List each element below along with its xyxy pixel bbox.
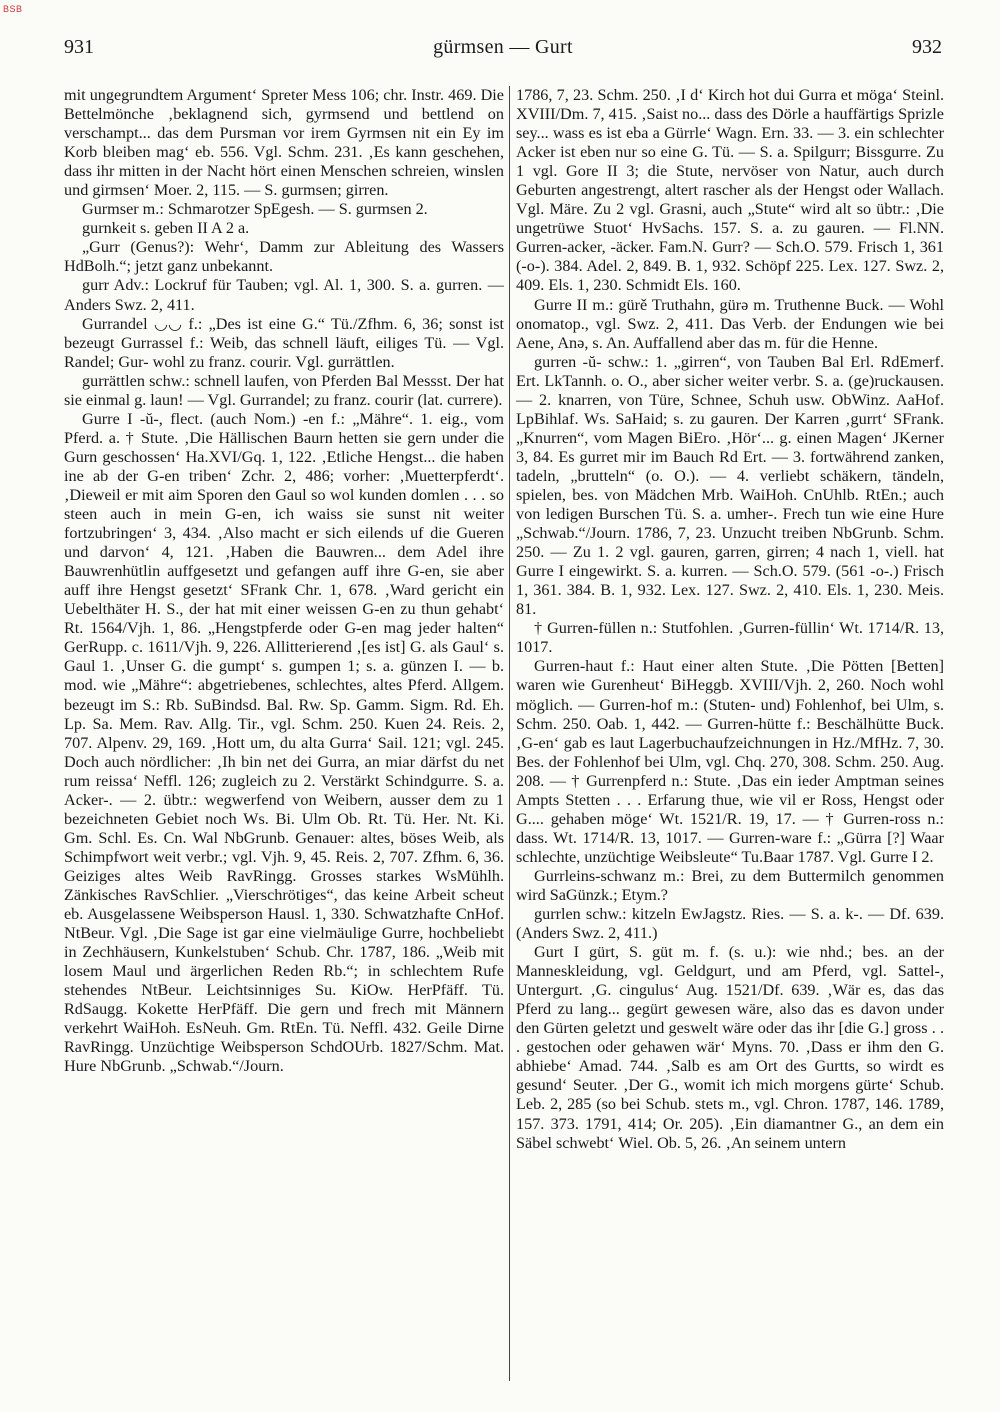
entry-gurrattlen: gurrättlen schw.: schnell laufen, von Pferden Bal Messst. Der hat sie einmal g. laun! — Vgl. Gurrandel; zu franz. courir (lat. currere). (64, 371, 504, 409)
entry-gurmser: Gurmser m.: Schmarotzer SpEgesh. — S. gurmsen 2. (82, 200, 428, 219)
left-column (64, 86, 504, 1386)
entry-gurr-genus: „Gurr (Genus?): Wehr‘, Damm zur Ableitung des Wassers HdBolh.“; jetzt ganz unbekannt. (64, 238, 504, 276)
running-head: gürmsen — Gurt (433, 36, 573, 58)
entry-gurren-haut: Gurren-haut f.: Haut einer alten Stute. ‚Die Pötten [Betten] waren wie Gurenheut‘ BiHeggb. XVIII/Vjh. 2, 260. Noch wohl möglich. — Gurren-hof m.: (Stuten- und) Fohlenhof, bei Ulm, s. Schm. 250. Oab. 1, 442. — Gurren-hütte f.: Beschälhütte Buck. ‚G-en‘ gab es laut Lagerbuchaufzeichnungen in Hz./MfHz. 7, 30. Bes. der Fohlenhof bei Ulm, vgl. Chq. 270, 308. Schm. 250. Aug. 208. — † Gurrenpferd n.: Stute. ‚Das ein ieder Amptman seines Ampts Stetten . . . Erfarung thue, wie vil er Ross, Hengst oder G.... gehaben möge‘ Wt. 1521/R. 19, 17. — † Gurren-ross n.: dass. Wt. 1714/R. 13, 1017. — Gurren-ware f.: „Gürra [?] Waar schlechte, unzüchtige Weibsleute“ Tu.Baar 1787. Vgl. Gurre I 2. (516, 657, 944, 866)
entry-gurre-ii: Gurre II m.: gürě Truthahn, gürə m. Truthenne Buck. — Wohl onomatop., vgl. Swz. 2, 411. Das Verb. der Endungen wie bei Aene, Anə, s. An. Auffallend aber das m. für die Henne. (516, 295, 944, 352)
entry-gurt-i: Gurt I gürt, S. güt m. f. (s. u.): wie nhd.; bes. an der Manneskleidung, vgl. Geldgurt, und am Pferd, vgl. Sattel-, Untergurt. ‚G. cingulus‘ Aug. 1521/Df. 639. ‚Wär es, das das Pferd zu lang... gegürt gewesen wäre, also das es davon under den Gürten geletzt und geswelt wäre oder das ihr [die G.] gross . . . gestochen oder gehawen wär‘ Myns. 70. ‚Dass er ihm den G. abhiebe‘ Amad. 744. ‚Salb es am Ort des Gurtts, so wirdt es gesund‘ Seuter. ‚Der G., womit ich mich morgens gürte‘ Schub. Leb. 2, 285 (so bei Schub. stets m., vgl. Chron. 1787, 146. 1789, 157. 373. 1791, 414; Or. 205). ‚Ein diamantner G., an dem ein Säbel schwebt‘ Wiel. Ob. 5, 26. ‚An seinem untern (516, 943, 944, 1152)
entry-gurr-adv: gurr Adv.: Lockruf für Tauben; vgl. Al. 1, 300. S. a. gurren. — Anders Swz. 2, 411. (64, 276, 504, 314)
entry-gurren: gurren -ŭ- schw.: 1. „girren“, von Tauben Bal Erl. RdEmerf. Ert. LkTannh. o. O., aber sicher weiter verbr. S. a. (ge)ruckausen. — 2. knarren, von Türe, Schnee, Schuh usw. ObWinz. AaHof. LpBihlaf. Ws. SaHaid; s. zu gauren. Der Karren ‚gurrt‘ SFrank. „Knurren“, vom Magen BiEro. ‚Hör‘... g. einen Magen‘ JKerner 3, 84. Es gurret mir im Bauch Rd Ert. — 3. fortwährend zanken, tadeln, „brutteln“ (o. O.). — 4. verliebt schäkern, tändeln, spielen, bes. von Mädchen Mrb. WaiHoh. CnUhlb. RtEn.; auch von ledigen Burschen Tü. S. a. umher-. Frech tun wie eine Hure „Schwab.“/Journ. 1786, 7, 23. Unzucht treiben NbGrunb. Schm. 250. — Zu 1. 2 vgl. gauren, garren, girren; 4 nach 1, viell. hat Gurre I eingewirkt. S. a. kurren. — Sch.O. 579. (561 -o-.) Frisch 1, 361. 384. B. 1, 932. Lex. 127. Swz. 2, 410. Els. 1, 230. Meis. 81. (516, 352, 944, 619)
column-divider (509, 86, 510, 1381)
entry-paragraph: mit ungegrundtem Argument‘ Spreter Mess 106; chr. Instr. 469. Die Bettelmönche ‚beklagnend sich, gyrmsend und bettlend on verschampt... das dem Pursman vor irem Gyrmsen nit ein Ey im Korb bleiben mag‘ eb. 556. Vgl. Schm. 231. ‚Es kann geschehen, dass ihr mitten in der Nacht hört einen Menschen schreien, winslen und girmsen‘ Moer. 2, 115. — S. gurmsen; girren. (64, 86, 504, 200)
page-number-left: 931 (64, 36, 94, 58)
page-number-right: 932 (912, 36, 942, 58)
entry-gurrlen: gurrlen schw.: kitzeln EwJagstz. Ries. — S. a. k-. — Df. 639. (Anders Swz. 2, 411.) (516, 905, 944, 943)
entry-gurrandel: Gurrandel ◡◡ f.: „Des ist eine G.“ Tü./Zfhm. 6, 36; sonst ist bezeugt Gurrassel f.: Weib, das schnell läuft, eiliges Tü. — Vgl. Randel; Gur- wohl zu franz. courir. Vgl. gurrättlen. (64, 314, 504, 371)
entry-gurnkeit: gurnkeit s. geben II A 2 a. (82, 219, 250, 238)
entry-paragraph: 1786, 7, 23. Schm. 250. ‚I d‘ Kirch hot dui Gurra et möga‘ Steinl. XVIII/Dm. 7, 415. ‚Saist no... dass des Dörle a hauffärtigs Sprizle sey... wass es ist eba a Gürrle‘ Wagn. Ern. 33. — 3. ein schlechter Acker ist eben nur so eine G. Tü. — S. a. Spilgurr; Bissgurre. Zu 1 vgl. Gore II 3; die Stute, nervöser von Natur, auch durch Geburten angestrengt, altert rascher als der Hengst oder Wallach. Vgl. Märe. Zu 2 vgl. Grasni, auch „Stute“ wird alt so übtr.: ‚Die ungetrüwe Stuot‘ HvSachs. 157. S. a. zu gauren. — Fl.NN. Gurren-acker, -äcker. Fam.N. Gurr? — Sch.O. 579. Frisch 1, 361 (-o-). 384. Adel. 2, 849. B. 1, 932. Schöpf 225. Lex. 127. Swz. 2, 409. Els. 1, 230. Schmidt Els. 160. (516, 86, 944, 295)
right-column (516, 86, 944, 1386)
entry-gurrleins-schwanz: Gurrleins-schwanz m.: Brei, zu dem Buttermilch genommen wird SaGünzk.; Etym.? (516, 866, 944, 904)
entry-gurre-i: Gurre I -ŭ-, flect. (auch Nom.) -en f.: „Mähre“. 1. eig., vom Pferd. a. † Stute. ‚Die Hällischen Baurn hetten sie gern under die Gurn geschossen‘ Ha.XVI/Gq. 1, 122. ‚Etliche Hengst... die haben ine ab der G-en triben‘ Zchr. 2, 486; vorher: ‚Muetterpferdt‘. ‚Dieweil er mit aim Sporen den Gaul so wol kunden domlen . . . so steen auch in mein G-en, ich waiss sie sunst nit weiter fortzubringen‘ 3, 434. ‚Also macht er sich eilends uf die Gueren und darvon‘ 4, 121. ‚Haben die Bauwren... dem Adel ihre Bauwrenhütlin auffgesetzt und gefangen auff ihre G-en, sie aber auff ihre Hengst gesetzt‘ SFrank Chr. 1, 678. ‚Ward gericht ein Uebelthäter H. S., der hat mit einer weissen G-en zu thun gehabt‘ Rt. 1564/Vjh. 1, 86. „Hengstpferde oder G-en mag jeder halten“ GerRupp. c. 1611/Vjh. 9, 226. Allitterierend ‚[es ist] G. als Gaul‘ s. Gaul 1. ‚Unser G. die gumpt‘ s. gumpen 1; s. a. günzen I. — b. mod. wie „Mähre“: abgetriebenes, schlechtes, altes Pferd. Allgem. bezeugt im S.: Rb. SuBindsd. Bal. Rw. Sp. Gamm. Sigm. Rd. Eh. Lp. Sa. Mem. Rav. Allg. Tir., vgl. Schm. 250. Kuen 24. Reis. 2, 707. Alpenv. 29, 169. ‚Hott um, du alta Gurra‘ Sail. 121; vgl. 245. Doch auch nördlicher: ‚Ih bin net dei Gurra, an miar därfst du net rum reissa‘ Neffl. 126; zugleich zu 2. Verstärkt Schindgurre. S. a. Acker-. — 2. übtr.: wegwerfend von Weibern, ausser dem zu 1 bezeichneten Gebiet noch Ws. Bi. Ulm Ob. Rt. Tü. Her. Nt. Ki. Gm. Schl. Es. Cn. Wal NbGrunb. Genauer: altes, böses Weib, als Schimpfwort weit verbr.; vgl. Vjh. 9, 45. Reis. 2, 707. Zfhm. 6, 36. Geiziges altes Weib RavRingg. Grosses starkes WsMühlh. Zänkisches RavSchlier. „Vierschrötiges“, das keine Arbeit scheut eb. Ausgelassene Weibsperson Hausl. 1, 330. Schwatzhafte CnHof. NtBeur. Vgl. ‚Die Sage ist gar eine vielmäulige Gurre, hochbeliebt in Zechhäusern, Kunkelstuben‘ Schub. Chr. 1787, 186. „Weib mit losem Maul und ärgerlichen Reden Rb.“; in schlechtem Rufe stehendes NtBeur. Leichtsinniges Su. KiOw. HerPfäff. Tü. RdSaugg. Kokette HerPfäff. Die gern und frech mit Männern verkehrt WaiHoh. EsNeuh. Gm. RtEn. Tü. Neffl. 432. Geile Dirne RavRingg. Unzüchtige Weibsperson SchdOUrb. 1827/Schm. Mat. Hure NbGrunb. „Schwab.“/Journ. (64, 409, 504, 1076)
page-header (64, 36, 942, 64)
library-stamp: BSB (3, 4, 23, 14)
entry-gurren-fuellen: † Gurren-füllen n.: Stutfohlen. ‚Gurren-füllin‘ Wt. 1714/R. 13, 1017. (516, 619, 944, 657)
